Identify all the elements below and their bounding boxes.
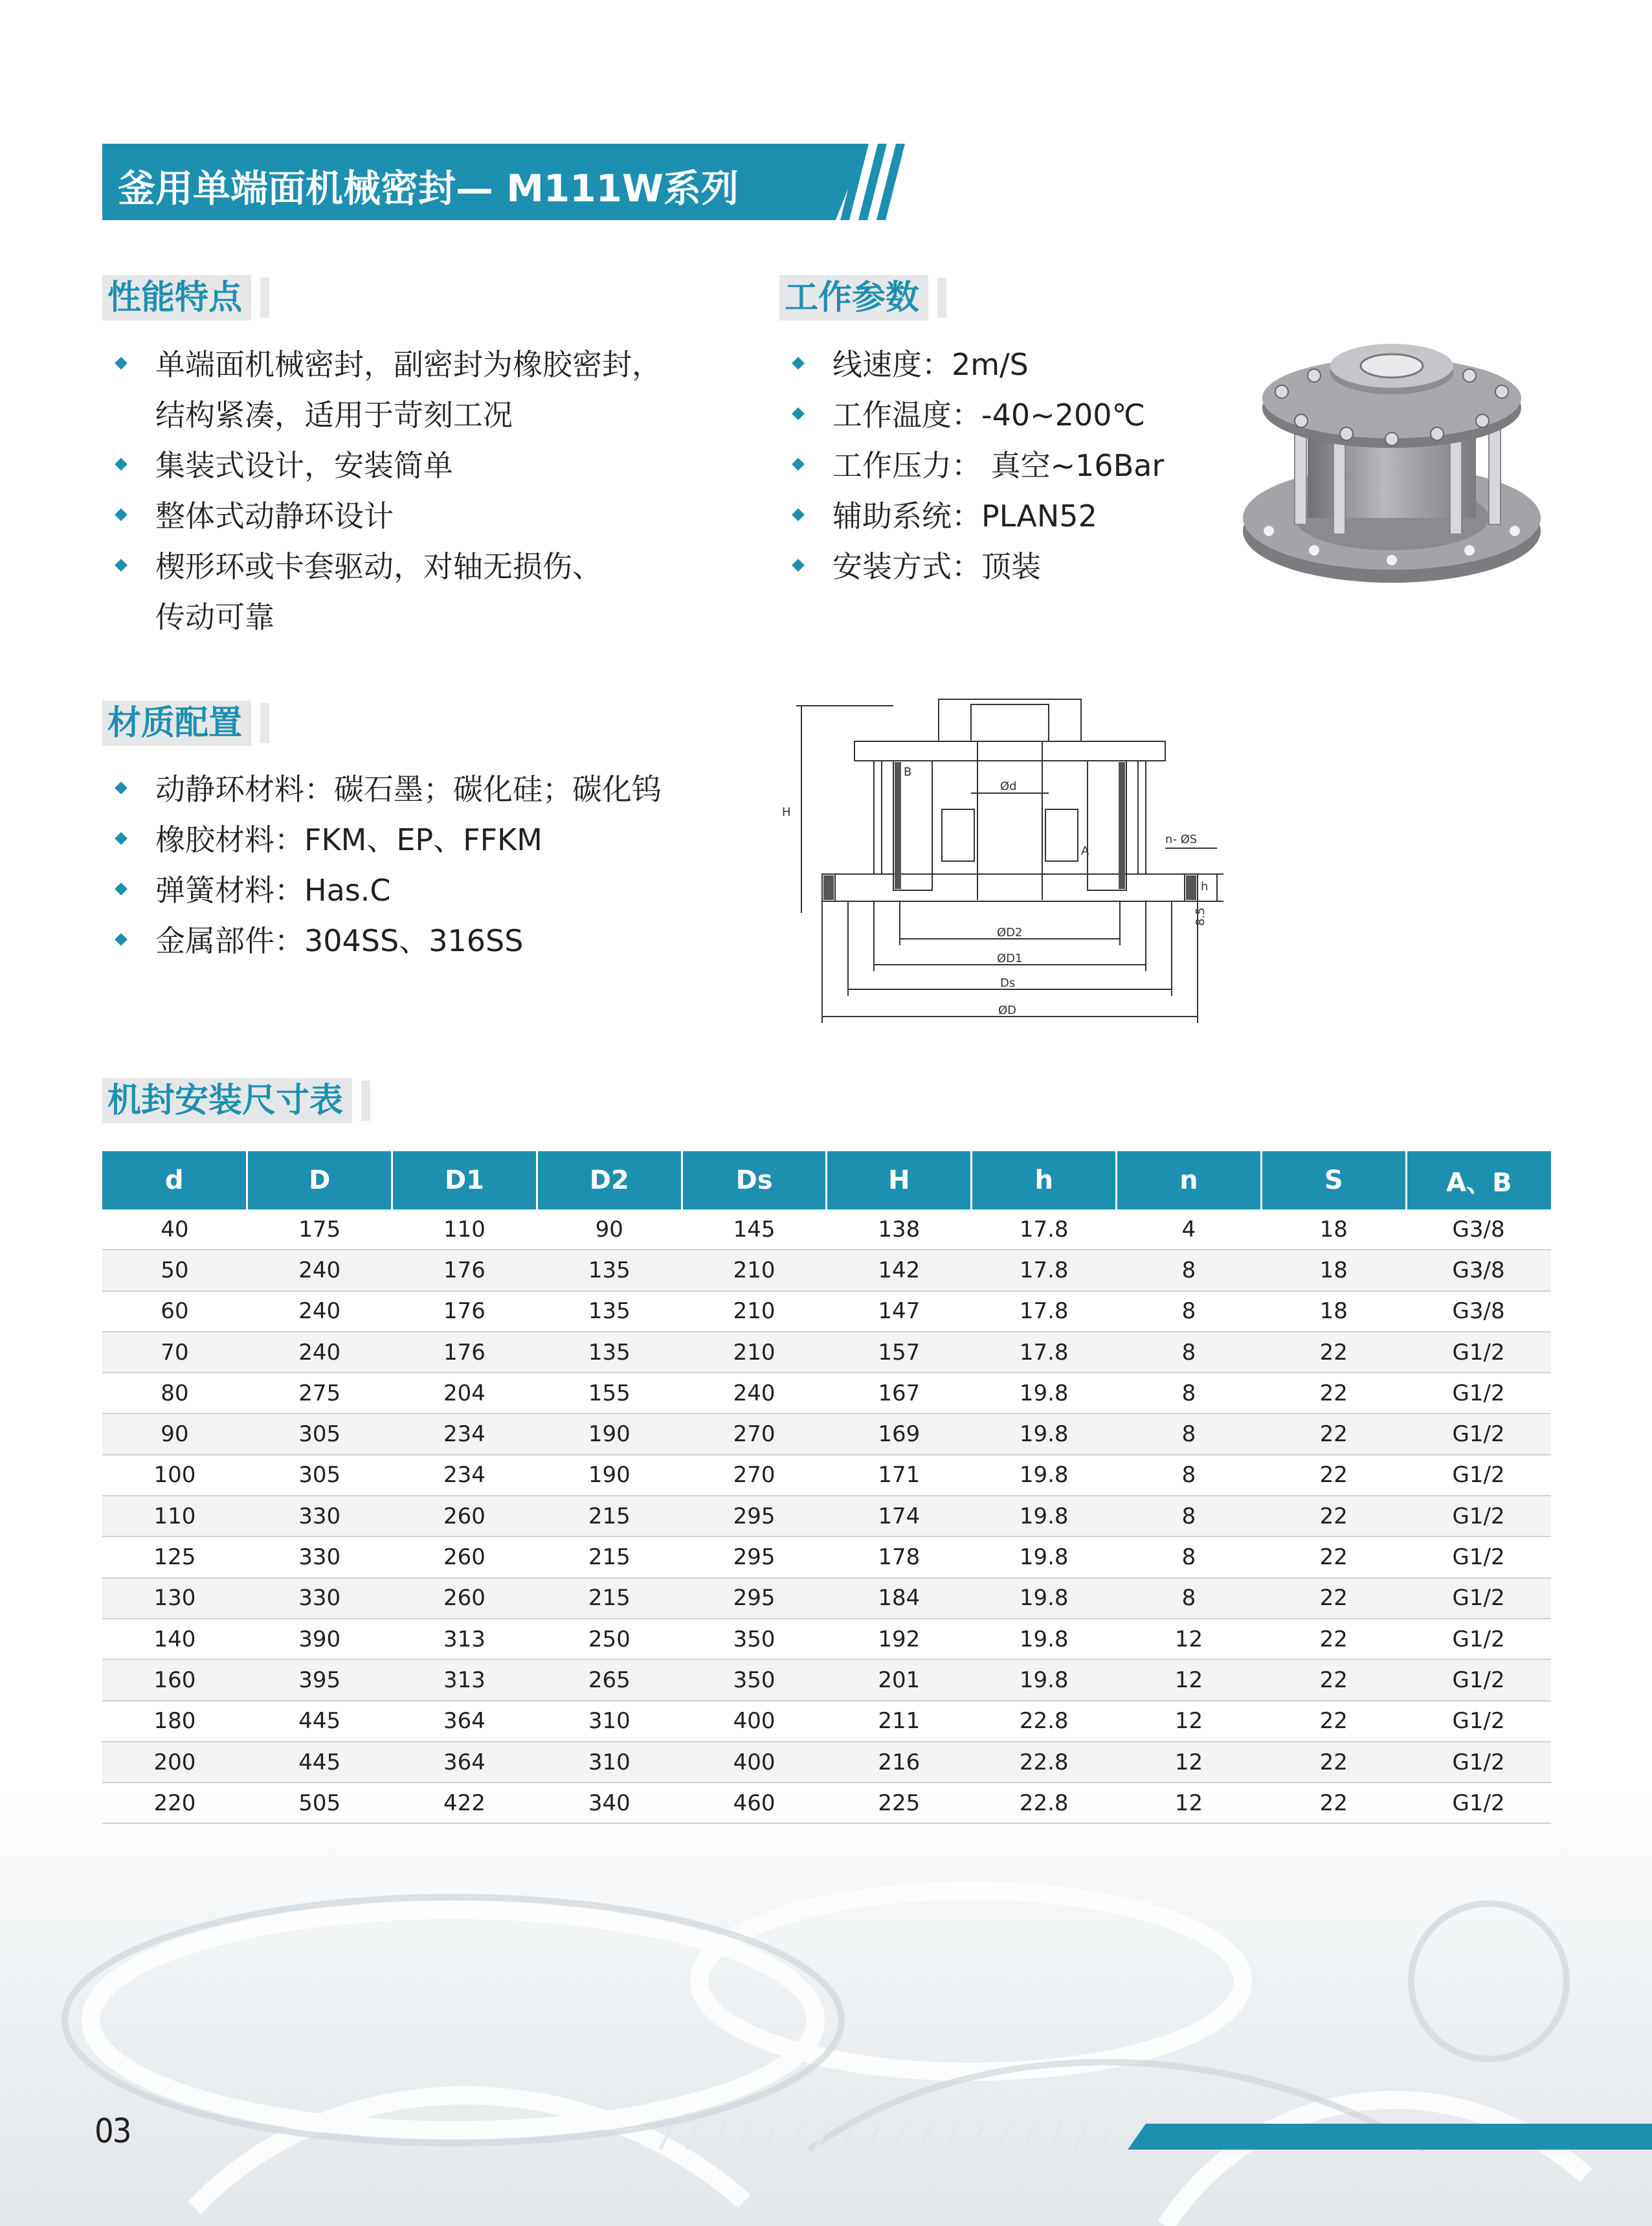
- table-cell: 390: [247, 1619, 392, 1659]
- table-cell: 260: [392, 1536, 537, 1577]
- table-cell: 12: [1117, 1701, 1262, 1742]
- table-cell: 270: [682, 1455, 827, 1496]
- materials-list: [102, 764, 662, 966]
- table-cell: 260: [392, 1578, 537, 1619]
- table-cell: 8: [1117, 1455, 1262, 1496]
- table-cell: 400: [682, 1742, 827, 1782]
- table-row: [102, 1782, 1551, 1823]
- table-cell: G1/2: [1406, 1782, 1551, 1823]
- table-cell: 70: [102, 1332, 247, 1373]
- table-cell: 295: [682, 1578, 827, 1619]
- table-cell: 176: [392, 1250, 537, 1290]
- table-cell: 305: [247, 1455, 392, 1496]
- table-cell: 190: [537, 1413, 682, 1454]
- table-cell: 142: [827, 1250, 972, 1290]
- col-header: S: [1261, 1151, 1406, 1209]
- table-cell: 176: [392, 1332, 537, 1373]
- table-cell: 210: [682, 1250, 827, 1290]
- table-cell: 215: [537, 1496, 682, 1536]
- table-cell: 210: [682, 1332, 827, 1373]
- list-item: 弹簧材料：Has.C: [102, 865, 662, 916]
- dim-label-ns: n- ØS: [1165, 833, 1198, 846]
- table-cell: 19.8: [972, 1619, 1117, 1659]
- title-banner: [102, 144, 918, 220]
- table-cell: 225: [827, 1782, 972, 1823]
- dim-label-A: A: [1081, 844, 1089, 858]
- table-cell: 171: [827, 1455, 972, 1496]
- table-cell: G1/2: [1406, 1578, 1551, 1619]
- table-heading: 机封安装尺寸表: [102, 1078, 370, 1123]
- list-item: 线速度：2m/S: [779, 339, 1164, 390]
- table-cell: 8: [1117, 1291, 1262, 1332]
- table-cell: 18: [1261, 1291, 1406, 1332]
- table-cell: 190: [537, 1455, 682, 1496]
- table-cell: 22: [1261, 1619, 1406, 1659]
- table-cell: 12: [1117, 1782, 1262, 1823]
- table-cell: 364: [392, 1701, 537, 1742]
- table-cell: 18: [1261, 1250, 1406, 1290]
- table-cell: 275: [247, 1373, 392, 1413]
- list-item: 辅助系统：PLAN52: [779, 491, 1164, 541]
- list-item: 集装式设计，安装简单: [102, 440, 662, 491]
- table-cell: 445: [247, 1742, 392, 1782]
- list-item: 工作压力： 真空~16Bar: [779, 440, 1164, 491]
- table-cell: 19.8: [972, 1536, 1117, 1577]
- table-cell: 310: [537, 1742, 682, 1782]
- table-row: [102, 1413, 1551, 1454]
- table-cell: 157: [827, 1332, 972, 1373]
- table-cell: 22: [1261, 1742, 1406, 1782]
- list-item: 动静环材料：碳石墨；碳化硅；碳化钨: [102, 764, 662, 815]
- table-cell: G1/2: [1406, 1332, 1551, 1373]
- list-item: 橡胶材料：FKM、EP、FFKM: [102, 815, 662, 865]
- table-cell: 350: [682, 1659, 827, 1700]
- table-cell: 22: [1261, 1455, 1406, 1496]
- table-cell: 175: [247, 1209, 392, 1250]
- table-cell: 364: [392, 1742, 537, 1782]
- table-cell: 60: [102, 1291, 247, 1332]
- table-row: [102, 1291, 1551, 1332]
- table-cell: 265: [537, 1659, 682, 1700]
- table-cell: 330: [247, 1536, 392, 1577]
- table-cell: 234: [392, 1413, 537, 1454]
- features-heading: 性能特点: [102, 275, 269, 320]
- table-row: [102, 1619, 1551, 1659]
- table-cell: G1/2: [1406, 1496, 1551, 1536]
- table-cell: 215: [537, 1578, 682, 1619]
- table-cell: 22: [1261, 1413, 1406, 1454]
- params-heading: 工作参数: [779, 275, 946, 320]
- table-cell: G1/2: [1406, 1413, 1551, 1454]
- list-item: 工作温度：-40~200℃: [779, 390, 1164, 440]
- table-cell: 22: [1261, 1659, 1406, 1700]
- table-cell: 350: [682, 1619, 827, 1659]
- table-cell: 8: [1117, 1332, 1262, 1373]
- table-cell: 40: [102, 1209, 247, 1250]
- table-cell: 50: [102, 1250, 247, 1290]
- col-header: D2: [537, 1151, 682, 1209]
- table-cell: 19.8: [972, 1373, 1117, 1413]
- page-number: 03: [95, 2112, 131, 2151]
- table-cell: 135: [537, 1332, 682, 1373]
- table-cell: 110: [102, 1496, 247, 1536]
- table-cell: 8: [1117, 1536, 1262, 1577]
- list-item: 安装方式：顶装: [779, 541, 1164, 592]
- table-cell: 305: [247, 1413, 392, 1454]
- col-header: D: [247, 1151, 392, 1209]
- col-header: Ds: [682, 1151, 827, 1209]
- table-cell: 204: [392, 1373, 537, 1413]
- dim-label-D: ØD: [998, 1004, 1017, 1017]
- table-cell: 505: [247, 1782, 392, 1823]
- table-cell: 155: [537, 1373, 682, 1413]
- table-cell: 100: [102, 1455, 247, 1496]
- table-row: [102, 1536, 1551, 1577]
- table-cell: 8: [1117, 1496, 1262, 1536]
- table-row: [102, 1659, 1551, 1700]
- dim-label-B: B: [904, 765, 912, 779]
- table-cell: 130: [102, 1578, 247, 1619]
- col-header: h: [972, 1151, 1117, 1209]
- table-cell: G1/2: [1406, 1619, 1551, 1659]
- table-cell: G3/8: [1406, 1250, 1551, 1290]
- table-cell: 310: [537, 1701, 682, 1742]
- product-3d-image: [1236, 337, 1554, 596]
- table-cell: 180: [102, 1701, 247, 1742]
- params-list: [779, 339, 1164, 592]
- table-cell: 174: [827, 1496, 972, 1536]
- table-cell: 240: [682, 1373, 827, 1413]
- table-cell: 240: [247, 1291, 392, 1332]
- table-cell: 19.8: [972, 1578, 1117, 1619]
- table-cell: 460: [682, 1782, 827, 1823]
- table-cell: 176: [392, 1291, 537, 1332]
- table-cell: 135: [537, 1250, 682, 1290]
- table-cell: 135: [537, 1291, 682, 1332]
- dim-label-Ds: Ds: [1000, 976, 1016, 990]
- table-cell: 138: [827, 1209, 972, 1250]
- table-cell: 215: [537, 1536, 682, 1577]
- table-cell: 17.8: [972, 1332, 1117, 1373]
- table-cell: 17.8: [972, 1209, 1117, 1250]
- table-cell: 216: [827, 1742, 972, 1782]
- table-cell: 240: [247, 1250, 392, 1290]
- table-cell: 12: [1117, 1742, 1262, 1782]
- table-cell: 22: [1261, 1782, 1406, 1823]
- table-row: [102, 1496, 1551, 1536]
- table-cell: 22: [1261, 1332, 1406, 1373]
- dim-label-d: Ød: [1000, 780, 1017, 793]
- table-cell: 22.8: [972, 1742, 1117, 1782]
- table-cell: 8: [1117, 1413, 1262, 1454]
- table-cell: 4: [1117, 1209, 1262, 1250]
- table-cell: 211: [827, 1701, 972, 1742]
- table-cell: 8: [1117, 1250, 1262, 1290]
- table-cell: 22.8: [972, 1701, 1117, 1742]
- table-cell: 110: [392, 1209, 537, 1250]
- materials-heading: 材质配置: [102, 701, 269, 746]
- table-row: [102, 1373, 1551, 1413]
- table-cell: G1/2: [1406, 1659, 1551, 1700]
- table-row: [102, 1332, 1551, 1373]
- list-item: 楔形环或卡套驱动，对轴无损伤、 传动可靠: [102, 541, 662, 642]
- table-cell: 19.8: [972, 1659, 1117, 1700]
- table-cell: 340: [537, 1782, 682, 1823]
- table-cell: 330: [247, 1578, 392, 1619]
- table-cell: 313: [392, 1659, 537, 1700]
- table-cell: 22.8: [972, 1782, 1117, 1823]
- table-cell: 220: [102, 1782, 247, 1823]
- dim-label-H: H: [782, 805, 791, 819]
- page-title: 釜用单端面机械密封— M111W系列: [118, 166, 739, 210]
- table-row: [102, 1742, 1551, 1782]
- background-photo: [0, 1787, 1652, 2226]
- technical-drawing: [777, 680, 1243, 1042]
- table-row: [102, 1455, 1551, 1496]
- table-cell: 260: [392, 1496, 537, 1536]
- table-row: [102, 1209, 1551, 1250]
- table-cell: 270: [682, 1413, 827, 1454]
- table-cell: G3/8: [1406, 1209, 1551, 1250]
- table-cell: 169: [827, 1413, 972, 1454]
- col-header: D1: [392, 1151, 537, 1209]
- dimension-table: [102, 1151, 1551, 1824]
- list-item: 整体式动静环设计: [102, 491, 662, 541]
- col-header: A、B: [1406, 1151, 1551, 1209]
- features-list: [102, 339, 662, 642]
- table-cell: 22: [1261, 1373, 1406, 1413]
- table-cell: 19.8: [972, 1413, 1117, 1454]
- table-cell: 295: [682, 1536, 827, 1577]
- table-cell: 22: [1261, 1701, 1406, 1742]
- table-cell: G1/2: [1406, 1536, 1551, 1577]
- table-cell: 313: [392, 1619, 537, 1659]
- table-cell: 90: [102, 1413, 247, 1454]
- dim-label-offset: 8.5: [1194, 907, 1207, 926]
- table-cell: 12: [1117, 1659, 1262, 1700]
- table-cell: 422: [392, 1782, 537, 1823]
- table-cell: 200: [102, 1742, 247, 1782]
- list-item: 金属部件：304SS、316SS: [102, 916, 662, 966]
- table-cell: 184: [827, 1578, 972, 1619]
- table-cell: 192: [827, 1619, 972, 1659]
- table-cell: 160: [102, 1659, 247, 1700]
- dim-label-D1: ØD1: [997, 952, 1023, 965]
- table-cell: 12: [1117, 1619, 1262, 1659]
- table-cell: G1/2: [1406, 1701, 1551, 1742]
- table-cell: 22: [1261, 1578, 1406, 1619]
- table-cell: 147: [827, 1291, 972, 1332]
- table-cell: 240: [247, 1332, 392, 1373]
- list-item: 单端面机械密封，副密封为橡胶密封， 结构紧凑，适用于苛刻工况: [102, 339, 662, 440]
- table-cell: 140: [102, 1619, 247, 1659]
- dim-label-D2: ØD2: [997, 926, 1023, 939]
- table-header-row: [102, 1151, 1551, 1209]
- table-row: [102, 1701, 1551, 1742]
- table-cell: 178: [827, 1536, 972, 1577]
- table-cell: 8: [1117, 1373, 1262, 1413]
- table-cell: 17.8: [972, 1250, 1117, 1290]
- table-cell: G1/2: [1406, 1455, 1551, 1496]
- table-cell: 90: [537, 1209, 682, 1250]
- table-cell: 210: [682, 1291, 827, 1332]
- table-cell: 250: [537, 1619, 682, 1659]
- col-header: n: [1117, 1151, 1262, 1209]
- table-cell: 330: [247, 1496, 392, 1536]
- table-cell: 22: [1261, 1496, 1406, 1536]
- table-cell: 80: [102, 1373, 247, 1413]
- table-cell: 400: [682, 1701, 827, 1742]
- table-cell: 19.8: [972, 1455, 1117, 1496]
- table-cell: 201: [827, 1659, 972, 1700]
- bottom-accent-bar: [647, 2124, 1652, 2150]
- table-cell: 445: [247, 1701, 392, 1742]
- table-cell: 167: [827, 1373, 972, 1413]
- table-cell: G1/2: [1406, 1373, 1551, 1413]
- table-row: [102, 1578, 1551, 1619]
- table-cell: G3/8: [1406, 1291, 1551, 1332]
- title-stripes-decoration: [840, 144, 918, 220]
- table-cell: 18: [1261, 1209, 1406, 1250]
- table-cell: 19.8: [972, 1496, 1117, 1536]
- table-cell: 22: [1261, 1536, 1406, 1577]
- table-row: [102, 1250, 1551, 1290]
- col-header: H: [827, 1151, 972, 1209]
- col-header: d: [102, 1151, 247, 1209]
- table-cell: 295: [682, 1496, 827, 1536]
- table-cell: 234: [392, 1455, 537, 1496]
- table-cell: 125: [102, 1536, 247, 1577]
- table-cell: 8: [1117, 1578, 1262, 1619]
- table-cell: 145: [682, 1209, 827, 1250]
- dim-label-h: h: [1201, 880, 1209, 894]
- table-cell: 17.8: [972, 1291, 1117, 1332]
- table-cell: 395: [247, 1659, 392, 1700]
- table-cell: G1/2: [1406, 1742, 1551, 1782]
